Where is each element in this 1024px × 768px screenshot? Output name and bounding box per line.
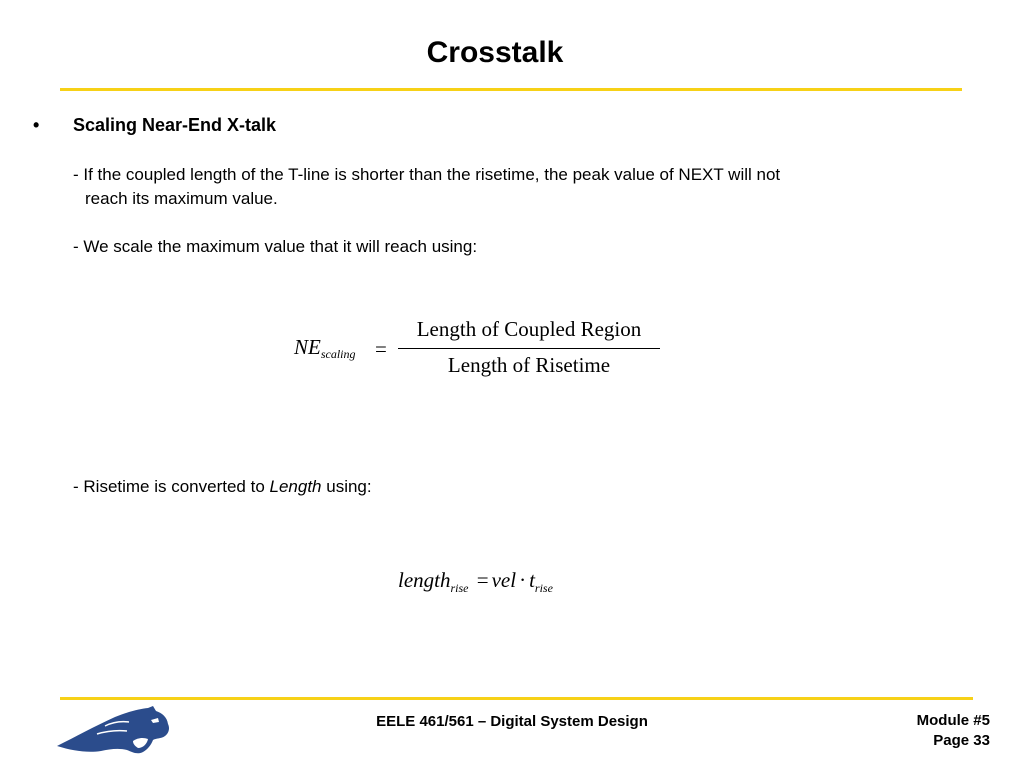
paragraph-line: reach its maximum value.	[85, 189, 278, 208]
footer-page-info	[890, 711, 990, 751]
paragraph-coupled-length	[73, 163, 953, 211]
paragraph-line: - If the coupled length of the T-line is shorter than the risetime, the peak value of NEXT will not	[73, 165, 781, 184]
paragraph-risetime-length: - Risetime is converted to Length using:	[73, 477, 372, 496]
equation-equals: =	[375, 337, 387, 361]
equation-lhs: $NE_{scaling}$	[294, 335, 356, 361]
bottom-rule	[60, 697, 973, 700]
paragraph-scale-intro: - We scale the maximum value that it will reach using:	[73, 237, 478, 256]
footer-page-number: Page 33	[933, 732, 990, 749]
bullet-marker: •	[33, 115, 40, 135]
footer-module: Module #5	[916, 712, 990, 729]
equation-fraction	[398, 315, 660, 378]
equation-length-rise: length$_{rise}$ = vel · $t_{rise}$	[398, 568, 553, 595]
footer-course-title: EELE 461/561 – Digital System Design	[376, 713, 648, 730]
slide-title: Crosstalk	[426, 36, 564, 69]
bullet-heading-row	[33, 115, 276, 136]
top-rule	[60, 88, 962, 91]
emphasis-length: Length	[269, 477, 322, 496]
bullet-heading: Scaling Near-End X-talk	[73, 115, 277, 135]
equation-numerator: Length of Coupled Region	[398, 315, 660, 349]
equation-denominator: Length of Risetime	[447, 353, 611, 377]
equation-lhs-subscript: scaling	[320, 347, 356, 361]
